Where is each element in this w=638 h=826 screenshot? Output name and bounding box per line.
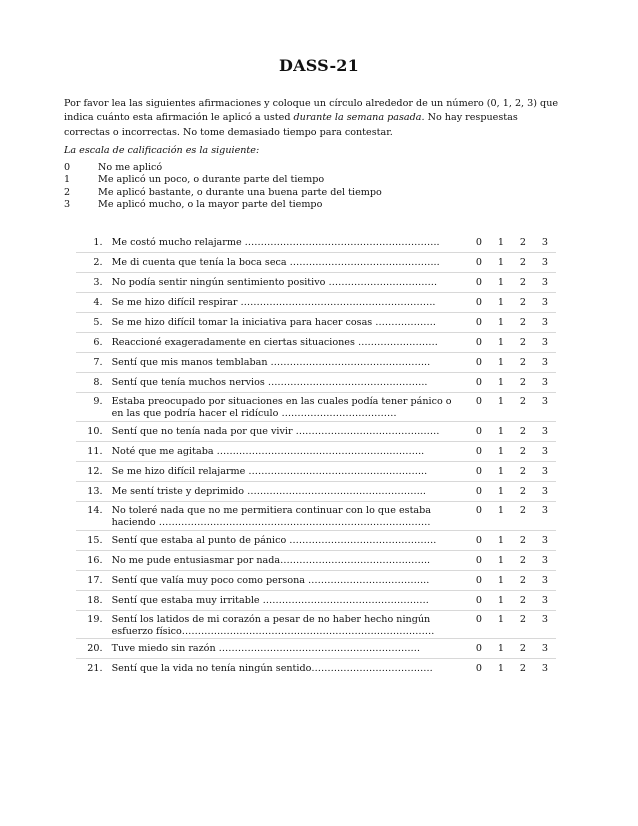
answer-option-3[interactable]: 3	[541, 534, 549, 546]
answer-option-2[interactable]: 2	[519, 377, 527, 388]
answer-option-2[interactable]: 2	[519, 504, 527, 516]
question-row	[76, 659, 556, 679]
answer-option-2[interactable]: 2	[519, 663, 527, 675]
question-number: 17.	[87, 574, 103, 586]
question-text: No me pude entusiasmar por nada………………………………………..	[111, 554, 431, 566]
answer-option-1[interactable]: 1	[497, 534, 505, 546]
answer-option-1[interactable]: 1	[497, 554, 505, 566]
question-number: 11.	[87, 445, 103, 457]
questionnaire-table	[76, 233, 556, 678]
answer-option-1[interactable]: 1	[497, 357, 505, 368]
question-row	[76, 610, 556, 639]
answer-option-1[interactable]: 1	[497, 277, 505, 288]
answer-option-0[interactable]: 0	[475, 554, 483, 566]
question-text: Sentí que estaba al punto de pánico ……………………………………….	[111, 534, 437, 546]
answer-option-0[interactable]: 0	[475, 574, 483, 586]
scale-number: 2	[64, 186, 71, 198]
answer-option-0[interactable]: 0	[475, 377, 483, 388]
answer-option-1[interactable]: 1	[497, 465, 505, 477]
answer-option-0[interactable]: 0	[475, 643, 483, 655]
instructions-text-start: Por favor lea las siguientes afirmaciones y coloque un círculo alrededor de un número (0, 1, 2, 3) que indica cuánto esta afirmación le aplicó a usted	[64, 98, 559, 124]
question-number: 12.	[87, 465, 103, 477]
scale-number: 0	[64, 162, 71, 173]
document-title: DASS-21	[279, 56, 359, 75]
question-row	[76, 273, 556, 293]
question-text: Reaccioné exageradamente en ciertas situaciones …………………….	[111, 337, 438, 348]
answer-option-2[interactable]: 2	[519, 445, 527, 457]
answer-option-0[interactable]: 0	[475, 504, 483, 516]
question-row	[76, 501, 556, 530]
answer-option-3[interactable]: 3	[541, 504, 549, 516]
question-number: 4.	[93, 297, 103, 308]
question-number: 15.	[87, 534, 103, 546]
scale-number: 1	[64, 174, 71, 186]
answer-option-1[interactable]: 1	[497, 396, 505, 407]
question-row	[76, 570, 556, 590]
answer-option-0[interactable]: 0	[475, 594, 483, 606]
question-number: 14.	[87, 504, 103, 516]
instructions	[64, 97, 564, 140]
answer-option-0[interactable]: 0	[475, 485, 483, 497]
answer-option-3[interactable]: 3	[541, 297, 549, 308]
answer-option-0[interactable]: 0	[475, 297, 483, 308]
question-text: Me costó mucho relajarme …………………………………………………….	[111, 237, 440, 248]
scale-description: Me aplicó bastante, o durante una buena parte del tiempo	[98, 186, 382, 198]
answer-option-0[interactable]: 0	[475, 257, 483, 268]
question-number: 1.	[93, 237, 103, 248]
question-number: 18.	[87, 594, 103, 606]
answer-option-3[interactable]: 3	[541, 377, 549, 388]
question-text: Sentí que mis manos temblaban …………………………………………..	[111, 357, 431, 368]
answer-option-0[interactable]: 0	[475, 396, 483, 407]
question-text: Sentí que la vida no tenía ningún sentido………………………………..	[111, 663, 433, 675]
question-number: 21.	[87, 663, 103, 675]
answer-option-2[interactable]: 2	[519, 554, 527, 566]
answer-option-2[interactable]: 2	[519, 277, 527, 288]
answer-option-1[interactable]: 1	[497, 377, 505, 388]
answer-option-3[interactable]: 3	[541, 613, 549, 625]
question-row	[76, 550, 556, 570]
question-number: 13.	[87, 485, 103, 497]
answer-option-2[interactable]: 2	[519, 574, 527, 586]
question-number: 3.	[93, 277, 103, 288]
answer-option-2[interactable]: 2	[519, 534, 527, 546]
answer-option-3[interactable]: 3	[541, 396, 549, 407]
question-text: Estaba preocupado por situaciones en las cuales podía tener pánico o en las que podría hacer el ridículo ………………………………	[111, 396, 452, 420]
answer-option-1[interactable]: 1	[497, 574, 505, 586]
answer-option-3[interactable]: 3	[541, 257, 549, 268]
answer-option-0[interactable]: 0	[475, 663, 483, 675]
question-text: Tuve miedo sin razón ………………………………………………………	[111, 643, 421, 655]
answer-option-3[interactable]: 3	[541, 594, 549, 606]
answer-option-1[interactable]: 1	[497, 337, 505, 348]
answer-option-3[interactable]: 3	[541, 574, 549, 586]
question-number: 2.	[93, 257, 103, 268]
answer-option-1[interactable]: 1	[497, 485, 505, 497]
question-text: Se me hizo difícil tomar la iniciativa para hacer cosas ……………….	[111, 317, 436, 328]
question-number: 20.	[87, 643, 103, 655]
question-text: Sentí que no tenía nada por que vivir ………………………………………	[111, 425, 440, 437]
answer-option-2[interactable]: 2	[519, 485, 527, 497]
answer-option-3[interactable]: 3	[541, 237, 549, 248]
question-row	[76, 421, 556, 441]
answer-option-3[interactable]: 3	[541, 357, 549, 368]
answer-option-0[interactable]: 0	[475, 337, 483, 348]
answer-option-3[interactable]: 3	[541, 445, 549, 457]
scale-description: Me aplicó mucho, o la mayor parte del tiempo	[98, 199, 323, 211]
answer-option-0[interactable]: 0	[475, 613, 483, 625]
question-text: Sentí los latidos de mi corazón a pesar de no haber hecho ningún esfuerzo físico…………………………………………………………………….	[111, 613, 435, 638]
answer-option-2[interactable]: 2	[519, 257, 527, 268]
question-text: Sentí que valía muy poco como persona ………………………………..	[111, 574, 430, 586]
question-number: 8.	[93, 377, 103, 388]
question-row	[76, 333, 556, 353]
question-number: 10.	[87, 425, 103, 437]
question-row	[76, 590, 556, 610]
question-row	[76, 353, 556, 373]
answer-option-3[interactable]: 3	[541, 337, 549, 348]
answer-option-3[interactable]: 3	[541, 643, 549, 655]
answer-option-2[interactable]: 2	[519, 237, 527, 248]
answer-option-2[interactable]: 2	[519, 425, 527, 437]
answer-option-3[interactable]: 3	[541, 317, 549, 328]
question-text: Sentí que tenía muchos nervios …………………………………………..	[111, 377, 428, 388]
answer-option-2[interactable]: 2	[519, 297, 527, 308]
answer-option-1[interactable]: 1	[497, 663, 505, 675]
question-number: 19.	[87, 613, 103, 625]
question-number: 9.	[93, 396, 103, 407]
answer-option-2[interactable]: 2	[519, 643, 527, 655]
answer-option-2[interactable]: 2	[519, 465, 527, 477]
scale-number: 3	[64, 199, 71, 211]
answer-option-1[interactable]: 1	[497, 257, 505, 268]
answer-option-1[interactable]: 1	[497, 643, 505, 655]
answer-option-0[interactable]: 0	[475, 277, 483, 288]
question-text: Se me hizo difícil relajarme ………………………………………………..	[111, 465, 428, 477]
question-number: 5.	[93, 317, 103, 328]
answer-option-1[interactable]: 1	[497, 613, 505, 625]
scale-description: No me aplicó	[98, 162, 163, 173]
question-row	[76, 639, 556, 659]
question-row	[76, 530, 556, 550]
question-row	[76, 313, 556, 333]
question-row	[76, 253, 556, 273]
question-text: Me di cuenta que tenía la boca seca ………………………………………..	[111, 257, 440, 268]
answer-option-2[interactable]: 2	[519, 594, 527, 606]
question-row	[76, 441, 556, 461]
question-text: No toleré nada que no me permitiera continuar con lo que estaba haciendo ………………………………………………………………………….	[111, 504, 432, 529]
answer-option-0[interactable]: 0	[475, 237, 483, 248]
answer-option-3[interactable]: 3	[541, 425, 549, 437]
answer-option-2[interactable]: 2	[519, 357, 527, 368]
answer-option-2[interactable]: 2	[519, 337, 527, 348]
answer-option-3[interactable]: 3	[541, 485, 549, 497]
question-row	[76, 293, 556, 313]
answer-option-1[interactable]: 1	[497, 237, 505, 248]
answer-option-2[interactable]: 2	[519, 613, 527, 625]
answer-option-2[interactable]: 2	[519, 396, 527, 407]
answer-option-3[interactable]: 3	[541, 277, 549, 288]
question-text: Noté que me agitaba ………………………………………………………..	[111, 445, 425, 457]
question-number: 7.	[93, 357, 103, 368]
answer-option-1[interactable]: 1	[497, 594, 505, 606]
question-row	[76, 373, 556, 393]
answer-option-1[interactable]: 1	[497, 297, 505, 308]
question-row	[76, 233, 556, 253]
answer-option-1[interactable]: 1	[497, 504, 505, 516]
question-text: Se me hizo difícil respirar …………………………………………………….	[111, 297, 436, 308]
question-text: No podía sentir ningún sentimiento positivo …………………………….	[111, 277, 438, 288]
answer-option-3[interactable]: 3	[541, 663, 549, 675]
answer-option-0[interactable]: 0	[475, 425, 483, 437]
question-number: 6.	[93, 337, 103, 348]
answer-option-0[interactable]: 0	[475, 445, 483, 457]
instructions-emphasis: durante la semana pasada	[293, 112, 422, 124]
answer-option-1[interactable]: 1	[497, 445, 505, 457]
answer-option-1[interactable]: 1	[497, 317, 505, 328]
answer-option-0[interactable]: 0	[475, 317, 483, 328]
scale-description: Me aplicó un poco, o durante parte del tiempo	[98, 174, 325, 186]
answer-option-3[interactable]: 3	[541, 465, 549, 477]
answer-option-0[interactable]: 0	[475, 534, 483, 546]
scale-title: La escala de calificación es la siguiente:	[64, 145, 260, 156]
question-number: 16.	[87, 554, 103, 566]
question-row	[76, 461, 556, 481]
answer-option-0[interactable]: 0	[475, 465, 483, 477]
answer-option-1[interactable]: 1	[497, 425, 505, 437]
answer-option-2[interactable]: 2	[519, 317, 527, 328]
answer-option-3[interactable]: 3	[541, 554, 549, 566]
question-row	[76, 393, 556, 422]
question-text: Sentí que estaba muy irritable …………………………………………….	[111, 594, 429, 606]
question-text: Me sentí triste y deprimido ………………………………………………..	[111, 485, 426, 497]
instructions-text-end: . No hay respuestas correctas o incorrectas. No tome demasiado tiempo para contestar.	[64, 112, 518, 138]
answer-option-0[interactable]: 0	[475, 357, 483, 368]
question-row	[76, 481, 556, 501]
